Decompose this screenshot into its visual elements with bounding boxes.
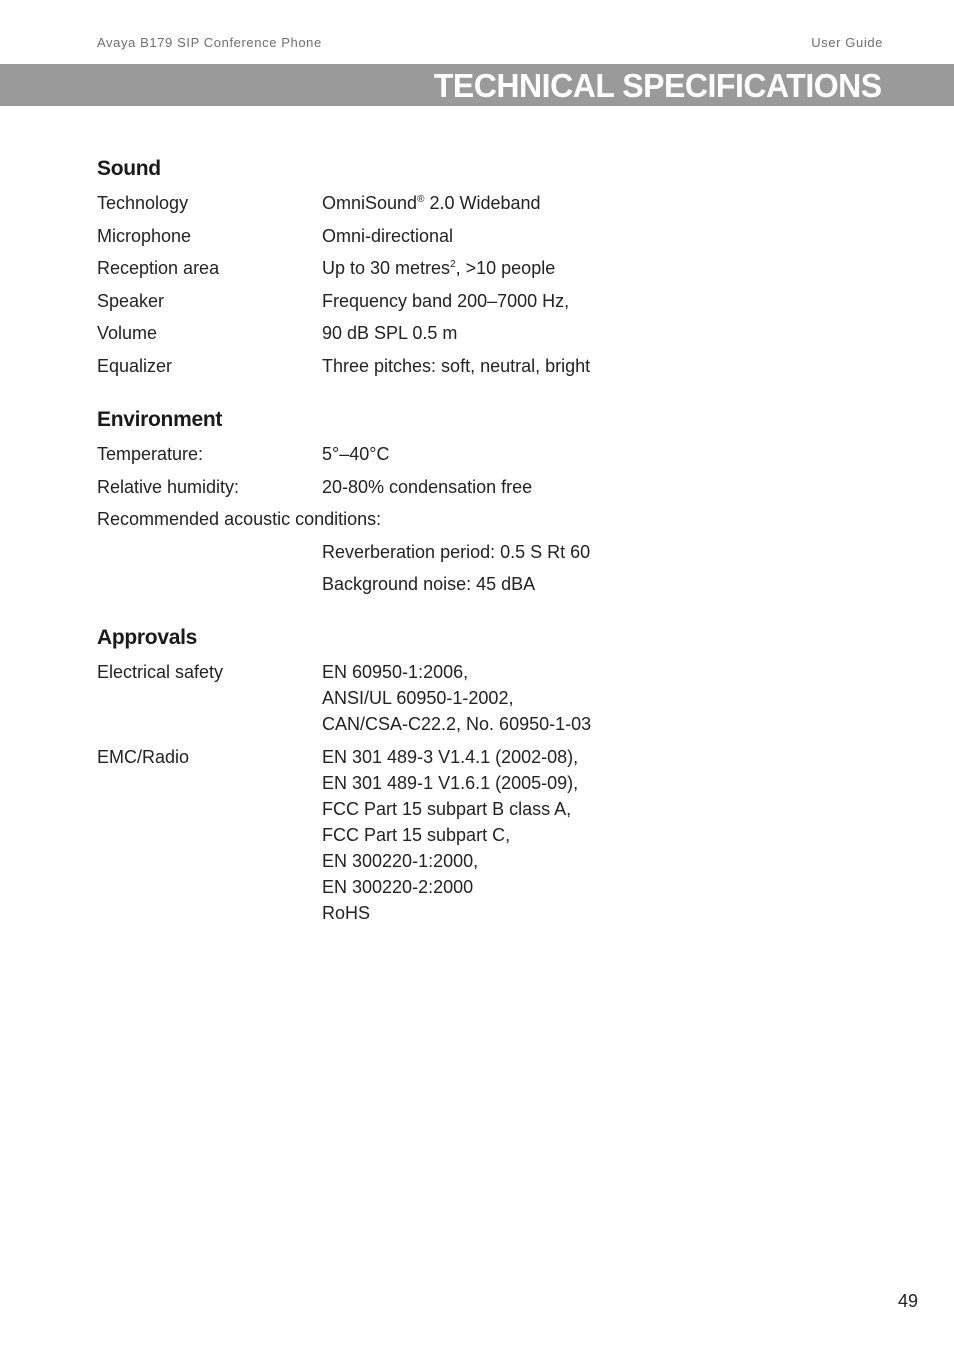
document-type: User Guide — [811, 35, 883, 50]
spec-row-equalizer — [97, 353, 857, 379]
spec-label: Technology — [97, 193, 189, 213]
spec-row-microphone — [97, 223, 857, 249]
spec-value-text: OmniSound — [322, 193, 418, 213]
section-environment — [97, 406, 857, 597]
spec-value-text: 2.0 Wideband — [424, 193, 541, 213]
spec-value-line: EN 301 489-1 V1.6.1 (2005-09), — [322, 773, 579, 793]
title-bar — [0, 64, 954, 106]
spec-label: Temperature: — [97, 444, 204, 464]
spec-value-line: FCC Part 15 subpart B class A, — [322, 799, 572, 819]
spec-value — [322, 659, 857, 737]
spec-value-line: ANSI/UL 60950-1-2002, — [322, 688, 514, 708]
spec-row-humidity — [97, 474, 857, 500]
spec-row-reverberation — [97, 539, 857, 565]
page-number: 49 — [897, 1291, 918, 1311]
spec-value: Background noise: 45 dBA — [322, 574, 536, 594]
spec-value: 90 dB SPL 0.5 m — [322, 323, 458, 343]
spec-label: Reception area — [97, 258, 220, 278]
spec-value-line: EN 301 489-3 V1.4.1 (2002-08), — [322, 747, 579, 767]
spec-value — [322, 190, 857, 216]
spec-value: 20-80% condensation free — [322, 476, 533, 497]
spec-value: Frequency band 200–7000 Hz, — [322, 290, 570, 311]
spec-row-temperature — [97, 441, 857, 467]
spec-row-technology — [97, 190, 857, 216]
spec-value-line: EN 300220-2:2000 — [322, 877, 474, 897]
superscript: 2 — [450, 259, 456, 270]
spec-row-noise — [97, 571, 857, 597]
spec-value — [322, 744, 857, 926]
spec-value-line: FCC Part 15 subpart C, — [322, 825, 511, 845]
spec-value-text: , >10 people — [455, 258, 556, 278]
spec-row-emc-radio — [97, 744, 857, 926]
section-heading: Approvals — [97, 626, 197, 649]
section-heading: Environment — [97, 408, 223, 431]
spec-value: Reverberation period: 0.5 S Rt 60 — [322, 541, 591, 562]
spec-row-volume — [97, 320, 857, 346]
spec-row-acoustic — [97, 506, 857, 532]
page-title: TECHNICAL SPECIFICATIONS — [434, 67, 882, 104]
spec-value-line: CAN/CSA-C22.2, No. 60950-1-03 — [322, 714, 592, 734]
spec-label: Electrical safety — [97, 662, 224, 682]
spec-value-line: EN 60950-1:2006, — [322, 662, 469, 682]
spec-label: Volume — [97, 323, 158, 343]
spec-value-text: Up to 30 metres — [322, 258, 451, 278]
product-name: Avaya B179 SIP Conference Phone — [97, 35, 322, 50]
section-sound — [97, 155, 857, 379]
spec-row-speaker — [97, 288, 857, 314]
registered-mark: ® — [417, 194, 425, 205]
spec-value-line: EN 300220-1:2000, — [322, 851, 479, 871]
spec-value: Omni-directional — [322, 225, 454, 246]
spec-row-reception — [97, 255, 857, 281]
spec-label: Equalizer — [97, 355, 173, 376]
section-approvals — [97, 624, 857, 926]
section-heading: Sound — [97, 157, 161, 180]
spec-label: EMC/Radio — [97, 747, 190, 767]
spec-value: 5°–40°C — [322, 444, 390, 464]
spec-label: Microphone — [97, 225, 192, 246]
spec-label: Relative humidity: — [97, 476, 240, 497]
spec-label: Recommended acoustic conditions: — [97, 509, 382, 529]
spec-value — [322, 255, 857, 281]
spec-label: Speaker — [97, 290, 165, 311]
spec-row-electrical-safety — [97, 659, 857, 737]
spec-value-line: RoHS — [322, 903, 371, 923]
spec-value: Three pitches: soft, neutral, bright — [322, 355, 591, 376]
